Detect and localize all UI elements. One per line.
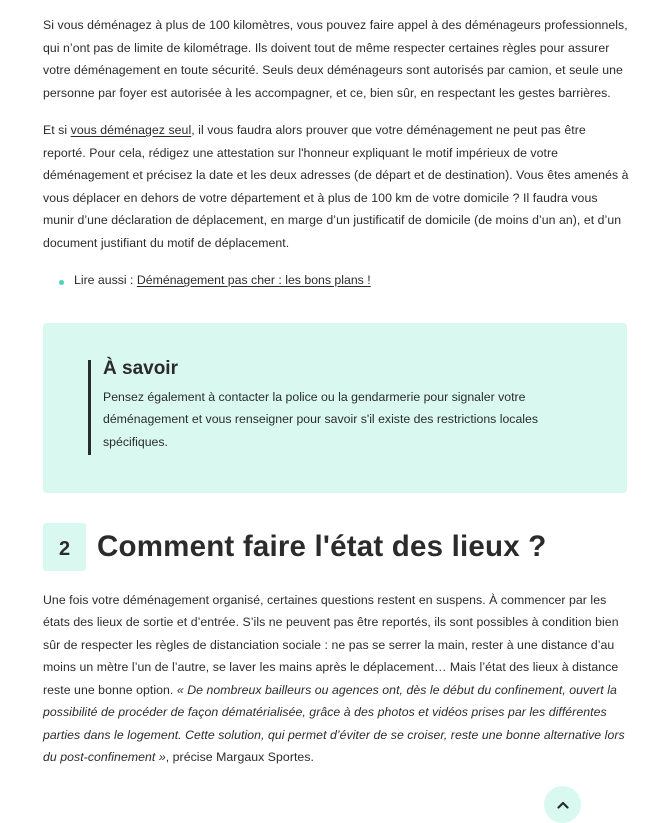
paragraph-text: , il vous faudra alors prouver que votre déménagement ne peut pas être reporté. Pour cela, rédigez une attestation sur l'honneur expliquant le motif impérieux de votre déménagement et précisez la date et les deux adresses (de départ et de destination). Vous êtes amenés à vous déplacer en dehors de votre département et à plus de 100 km de votre domicile ? Il faudra vous munir d’une déclaration de déplacement, en marge d’un justificatif de domicile (de moins d’un an), et d’un document justifiant du motif de déplacement. — [43, 123, 629, 250]
section-heading — [43, 523, 629, 571]
info-callout — [43, 323, 627, 493]
bullet-icon — [59, 280, 64, 285]
section-number-badge: 2 — [43, 523, 86, 571]
related-links — [43, 269, 629, 292]
callout-text: Pensez également à contacter la police ou la gendarmerie pour signaler votre déménagement et vous renseigner pour savoir s'il existe des restrictions locales spécifiques. — [103, 389, 539, 449]
chevron-up-icon — [557, 801, 569, 809]
paragraph-text: , précise Margaux Sportes. — [165, 750, 314, 764]
related-article-link[interactable]: Déménagement pas cher : les bons plans ! — [136, 273, 371, 287]
callout-quote-block — [88, 357, 593, 455]
move-alone-link[interactable]: vous déménagez seul — [70, 123, 192, 137]
section-title: Comment faire l'état des lieux ? — [97, 529, 547, 563]
paragraph-text: Une fois votre déménagement organisé, certaines questions restent en suspens. À commencer par les états des lieux de sortie et d’entrée. S’ils ne peuvent pas être reportés, ils sont possibles à condition bien sûr de respecter les règles de distanciation sociale : ne pas se serrer la main, rester à une distance d’au moins un mètre l’un de l’autre, se laver les mains après le déplacement… Mais l’état des lieux à distance reste une bonne option. — [43, 592, 619, 697]
paragraph-move-alone — [43, 119, 629, 254]
callout-title: À savoir — [103, 357, 178, 379]
paragraph-pro-movers: Si vous déménagez à plus de 100 kilomètres, vous pouvez faire appel à des déménageurs professionnels, qui n’ont pas de limite de kilométrage. Ils doivent tout de même respecter certaines règles pour assurer votre déménagement en toute sécurité. Seuls deux déménageurs sont autorisés par camion, et seule une personne par foyer est autorisée à les accompagner, et ce, bien sûr, en respectant les gestes barrières. — [43, 18, 628, 100]
quote-text: « De nombreux bailleurs ou agences ont, dès le début du confinement, ouvert la possibilité de procéder de façon dématérialisée, grâce à des photos et vidéos prises par les différentes parties dans le logement. Cette solution, qui permet d’éviter de se croiser, reste une bonne alternative lors du post-confinement » — [43, 682, 625, 764]
related-prefix: Lire aussi : — [74, 273, 137, 287]
related-item — [43, 269, 629, 292]
paragraph-text: Et si — [43, 123, 71, 137]
back-to-top-button[interactable] — [544, 786, 581, 823]
article-content — [43, 14, 629, 769]
paragraph-inventory — [43, 589, 629, 769]
